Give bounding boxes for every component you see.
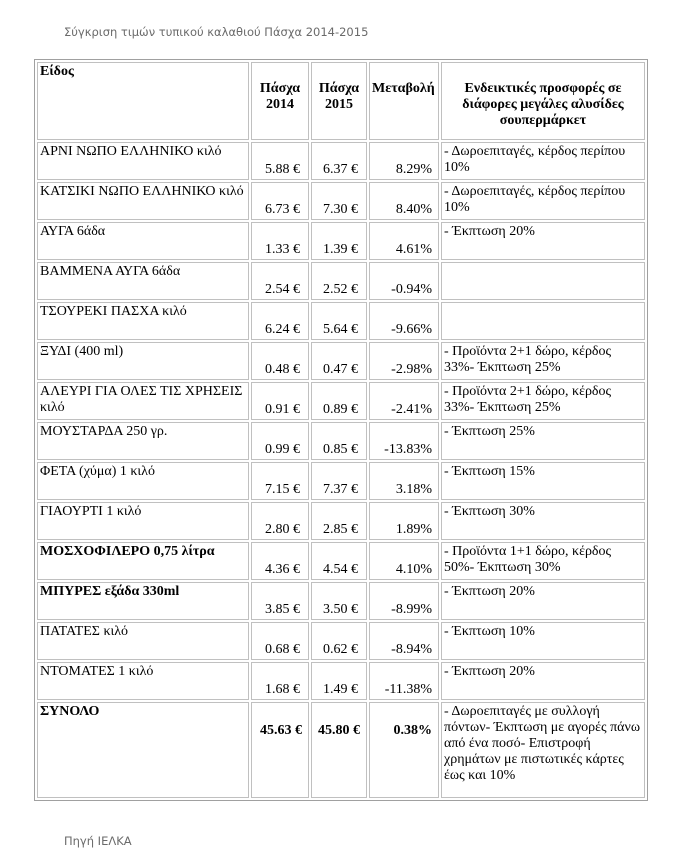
offer-cell xyxy=(441,302,645,340)
price-2015-cell: 1.39 € xyxy=(311,222,367,260)
offer-cell: - Προϊόντα 2+1 δώρο, κέρδος 33%- Έκπτωση 25% xyxy=(441,382,645,420)
item-name-cell: ΜΟΣΧΟΦΙΛΕΡΟ 0,75 λίτρα xyxy=(37,542,249,580)
price-2015-cell: 0.47 € xyxy=(311,342,367,380)
price-2014-cell: 6.24 € xyxy=(251,302,309,340)
offer-cell: - Προϊόντα 1+1 δώρο, κέρδος 50%- Έκπτωση 30% xyxy=(441,542,645,580)
change-cell: -0.94% xyxy=(369,262,439,300)
price-2015-cell: 2.52 € xyxy=(311,262,367,300)
offer-cell: - Δωροεπιταγές, κέρδος περίπου 10% xyxy=(441,182,645,220)
change-cell: 4.10% xyxy=(369,542,439,580)
price-2015-cell: 2.85 € xyxy=(311,502,367,540)
total-offer-cell: - Δωροεπιταγές με συλλογή πόντων- Έκπτωση με αγορές πάνω από ένα ποσό- Επιστροφή χρημάτων με πιστωτικές κάρτες έως και 10% xyxy=(441,702,645,798)
price-2015-cell: 0.85 € xyxy=(311,422,367,460)
item-name-cell: ΦΕΤΑ (χύμα) 1 κιλό xyxy=(37,462,249,500)
offer-cell: - Έκπτωση 30% xyxy=(441,502,645,540)
change-cell: -2.41% xyxy=(369,382,439,420)
table-row xyxy=(37,422,645,460)
table-header-row xyxy=(37,62,645,140)
price-2015-cell: 5.64 € xyxy=(311,302,367,340)
price-2014-cell: 2.54 € xyxy=(251,262,309,300)
item-name-cell: ΝΤΟΜΑΤΕΣ 1 κιλό xyxy=(37,662,249,700)
price-2015-cell: 7.30 € xyxy=(311,182,367,220)
price-2014-cell: 6.73 € xyxy=(251,182,309,220)
header-easter-2015: Πάσχα 2015 xyxy=(311,62,367,140)
total-2014-cell: 45.63 € xyxy=(251,702,309,798)
item-name-cell: ΒΑΜΜΕΝΑ ΑΥΓΑ 6άδα xyxy=(37,262,249,300)
change-cell: 8.40% xyxy=(369,182,439,220)
page-title: Σύγκριση τιμών τυπικού καλαθιού Πάσχα 2014-2015 xyxy=(64,25,369,39)
header-offers: Ενδεικτικές προσφορές σε διάφορες μεγάλες αλυσίδες σουπερμάρκετ xyxy=(441,62,645,140)
total-label-cell: ΣΥΝΟΛΟ xyxy=(37,702,249,798)
change-cell: 4.61% xyxy=(369,222,439,260)
change-cell: 3.18% xyxy=(369,462,439,500)
item-name-cell: ΑΛΕΥΡΙ ΓΙΑ ΟΛΕΣ ΤΙΣ ΧΡΗΣΕΙΣ κιλό xyxy=(37,382,249,420)
price-2014-cell: 3.85 € xyxy=(251,582,309,620)
table-row xyxy=(37,542,645,580)
item-name-cell: ΑΡΝΙ ΝΩΠΟ ΕΛΛΗΝΙΚΟ κιλό xyxy=(37,142,249,180)
price-2015-cell: 3.50 € xyxy=(311,582,367,620)
header-easter-2014: Πάσχα 2014 xyxy=(251,62,309,140)
total-change-cell: 0.38% xyxy=(369,702,439,798)
item-name-cell: ΚΑΤΣΙΚΙ ΝΩΠΟ ΕΛΛΗΝΙΚΟ κιλό xyxy=(37,182,249,220)
price-2015-cell: 4.54 € xyxy=(311,542,367,580)
table-row xyxy=(37,582,645,620)
price-2014-cell: 4.36 € xyxy=(251,542,309,580)
table-row xyxy=(37,262,645,300)
source-footer: Πηγή ΙΕΛΚΑ xyxy=(64,834,132,848)
table-row xyxy=(37,622,645,660)
offer-cell: - Δωροεπιταγές, κέρδος περίπου 10% xyxy=(441,142,645,180)
price-2014-cell: 7.15 € xyxy=(251,462,309,500)
table-row xyxy=(37,142,645,180)
change-cell: -13.83% xyxy=(369,422,439,460)
price-2014-cell: 5.88 € xyxy=(251,142,309,180)
table-row xyxy=(37,182,645,220)
price-comparison-table xyxy=(34,59,648,801)
change-cell: -8.94% xyxy=(369,622,439,660)
offer-cell xyxy=(441,262,645,300)
total-2015-cell: 45.80 € xyxy=(311,702,367,798)
price-2015-cell: 0.62 € xyxy=(311,622,367,660)
table-row xyxy=(37,382,645,420)
change-cell: -2.98% xyxy=(369,342,439,380)
table-row xyxy=(37,502,645,540)
offer-cell: - Έκπτωση 25% xyxy=(441,422,645,460)
table-row xyxy=(37,662,645,700)
table-row xyxy=(37,302,645,340)
price-2014-cell: 1.33 € xyxy=(251,222,309,260)
item-name-cell: ΠΑΤΑΤΕΣ κιλό xyxy=(37,622,249,660)
header-item: Είδος xyxy=(37,62,249,140)
offer-cell: - Έκπτωση 10% xyxy=(441,622,645,660)
item-name-cell: ΑΥΓΑ 6άδα xyxy=(37,222,249,260)
header-change: Μεταβολή xyxy=(369,62,439,140)
table-row xyxy=(37,222,645,260)
item-name-cell: ΤΣΟΥΡΕΚΙ ΠΑΣΧΑ κιλό xyxy=(37,302,249,340)
change-cell: 1.89% xyxy=(369,502,439,540)
change-cell: -11.38% xyxy=(369,662,439,700)
offer-cell: - Έκπτωση 20% xyxy=(441,662,645,700)
item-name-cell: ΜΟΥΣΤΑΡΔΑ 250 γρ. xyxy=(37,422,249,460)
offer-cell: - Προϊόντα 2+1 δώρο, κέρδος 33%- Έκπτωση 25% xyxy=(441,342,645,380)
price-2014-cell: 0.99 € xyxy=(251,422,309,460)
price-2015-cell: 0.89 € xyxy=(311,382,367,420)
change-cell: 8.29% xyxy=(369,142,439,180)
total-row xyxy=(37,702,645,798)
price-2014-cell: 0.48 € xyxy=(251,342,309,380)
change-cell: -9.66% xyxy=(369,302,439,340)
offer-cell: - Έκπτωση 15% xyxy=(441,462,645,500)
table-row xyxy=(37,342,645,380)
item-name-cell: ΜΠΥΡΕΣ εξάδα 330ml xyxy=(37,582,249,620)
price-2015-cell: 6.37 € xyxy=(311,142,367,180)
price-2014-cell: 2.80 € xyxy=(251,502,309,540)
offer-cell: - Έκπτωση 20% xyxy=(441,222,645,260)
change-cell: -8.99% xyxy=(369,582,439,620)
price-2014-cell: 0.68 € xyxy=(251,622,309,660)
item-name-cell: ΞΥΔΙ (400 ml) xyxy=(37,342,249,380)
table-row xyxy=(37,462,645,500)
price-2014-cell: 0.91 € xyxy=(251,382,309,420)
item-name-cell: ΓΙΑΟΥΡΤΙ 1 κιλό xyxy=(37,502,249,540)
price-2015-cell: 7.37 € xyxy=(311,462,367,500)
price-2014-cell: 1.68 € xyxy=(251,662,309,700)
price-2015-cell: 1.49 € xyxy=(311,662,367,700)
offer-cell: - Έκπτωση 20% xyxy=(441,582,645,620)
